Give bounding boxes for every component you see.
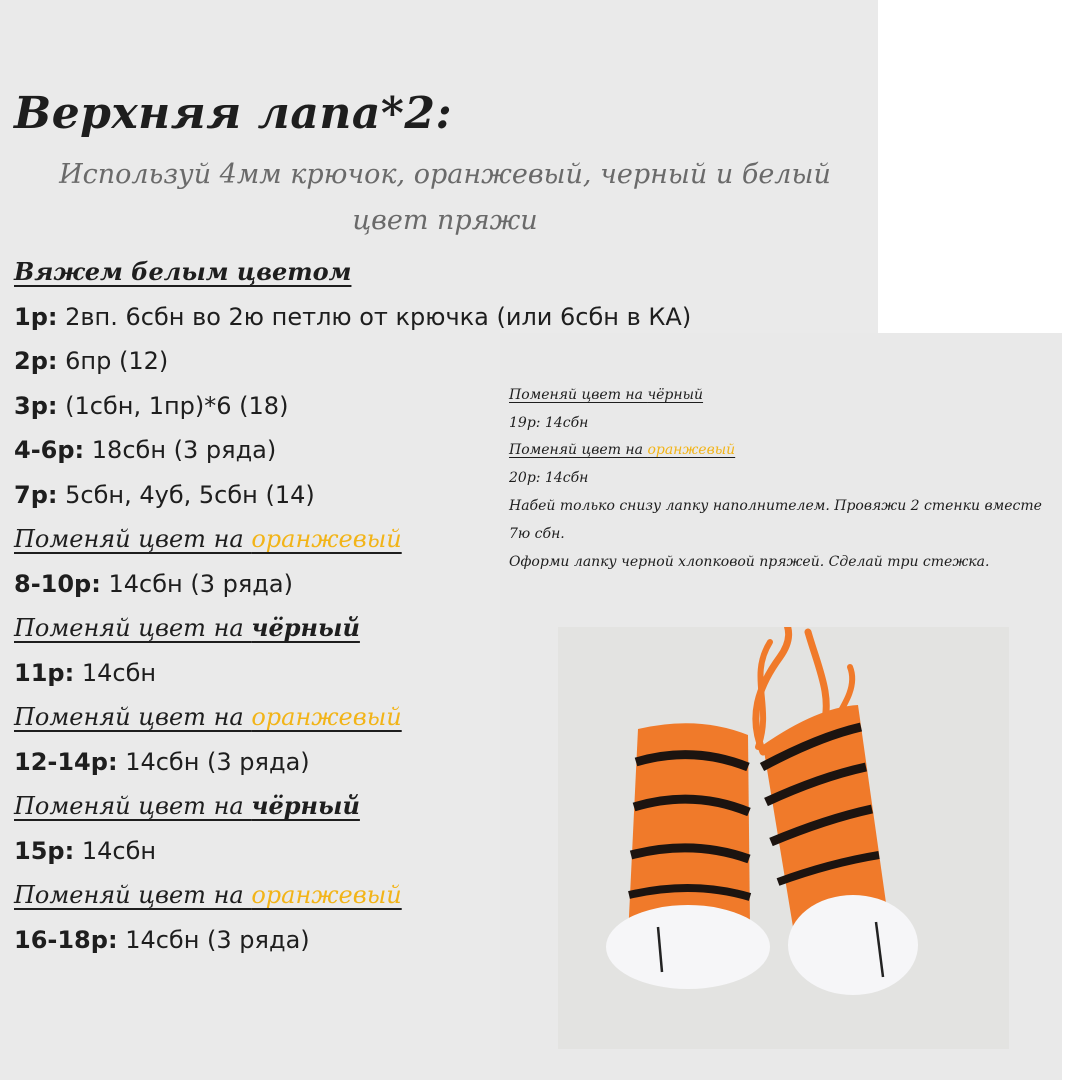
continuation-text <box>509 382 1049 576</box>
finishing-note: Оформи лапку черной хлопковой пряжей. Сделай три стежка. <box>509 554 990 570</box>
row-instruction: 1р: 2вп. 6сбн во 2ю петлю от крючка (или 6сбн в КА) <box>14 302 692 331</box>
materials-subtitle: Используй 4мм крючок, оранжевый, черный и белый цвет пряжи <box>59 159 831 236</box>
row-instruction: 7р: 5сбн, 4уб, 5сбн (14) <box>14 480 315 509</box>
color-change-heading: Поменяй цвет на оранжевый <box>14 703 402 731</box>
row-instruction: 20р: 14сбн <box>509 469 589 486</box>
color-change-heading: Поменяй цвет на чёрный <box>14 791 360 820</box>
paws-illustration <box>558 627 1009 1049</box>
yarn-tail <box>758 642 770 747</box>
start-color-heading: Вяжем белым цветом <box>14 257 352 286</box>
color-change-heading: Поменяй цвет на оранжевый <box>509 442 736 458</box>
row-instruction: 19р: 14сбн <box>509 414 589 431</box>
row-instruction: 3р: (1сбн, 1пр)*6 (18) <box>14 391 289 420</box>
row-instruction: 15р: 14сбн <box>14 836 157 865</box>
color-change-heading: Поменяй цвет на чёрный <box>14 613 360 642</box>
row-instruction: 11р: 14сбн <box>14 658 157 687</box>
color-change-heading: Поменяй цвет на оранжевый <box>14 881 402 909</box>
crochet-paws-photo <box>558 627 1009 1049</box>
left-paw <box>606 723 770 989</box>
row-instruction: 2р: 6пр (12) <box>14 347 169 375</box>
page-title: Верхняя лапа*2: <box>14 88 453 139</box>
row-instruction: 4-6р: 18сбн (3 ряда) <box>14 436 277 464</box>
row-instruction: 12-14р: 14сбн (3 ряда) <box>14 747 310 776</box>
color-change-heading: Поменяй цвет на чёрный <box>509 387 704 403</box>
right-paw <box>762 705 918 995</box>
row-instruction: 8-10р: 14сбн (3 ряда) <box>14 569 293 598</box>
stuffing-note: Набей только снизу лапку наполнителем. Провяжи 2 стенки вместе 7ю сбн. <box>509 498 1042 542</box>
color-change-heading: Поменяй цвет на оранжевый <box>14 525 402 553</box>
row-instruction: 16-18р: 14сбн (3 ряда) <box>14 925 310 954</box>
